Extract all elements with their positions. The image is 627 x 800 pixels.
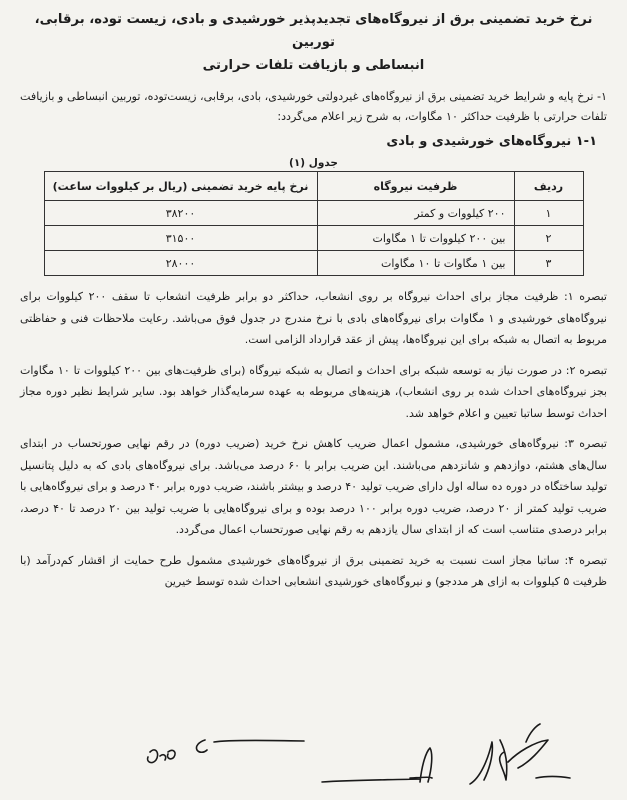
table-row [44,201,583,226]
row-rate: ۳۸۲۰۰ [44,201,317,226]
note-4: تبصره ۴: ساتبا مجاز است نسبت به خرید تضمینی برق از نیروگاه‌های خورشیدی مشمول طرح حمایت از اقشار کم‌درآمد (با ظرفیت ۵ کیلووات به ازای هر مددجو) و نیروگاه‌های خورشیدی انشعابی احداث شده توسط خیرین [20,553,607,588]
table-header-row [44,172,583,201]
row-capacity: بین ۱ مگاوات تا ۱۰ مگاوات [317,251,514,276]
row-capacity: ۲۰۰ کیلووات و کمتر [317,201,514,226]
table-caption: جدول (۱) [289,157,338,169]
document-title [20,8,607,77]
row-number: ۳ [514,251,583,276]
header-row-number: ردیف [514,172,583,201]
signature-right [470,724,570,784]
signature-middle [322,748,432,782]
section-title: ۱-۱ نیروگاه‌های خورشیدی و بادی [386,134,597,149]
note-3: تبصره ۳: نیروگاه‌های خورشیدی، مشمول اعمال ضریب کاهش نرخ خرید (ضریب دوره) در رقم نهایی صورتحساب در ابتدای سال‌های هشتم، دوازدهم و شانزدهم می‌باشند. این ضریب برابر با ۶۰ درصد می‌باشد. برای نیروگاه‌های بادی که به دلیل پتانسیل تولید ساختگاه در دوره ده ساله اول دارای ضریب تولید ۴۰ درصد و بیشتر باشند، ضریب دوره برابر ۴۰ درصد و برای نیروگاه‌هایی با ضریب تولید کمتر از ۲۰ درصد، ضریب دوره برابر ۱۰۰ درصد بوده و برای نیروگاه‌هایی با ضریب تولید بین ۲۰ درصد تا ۴۰ درصد، برابر درصدی متناسب است که از ابتدای سال یازدهم به رقم نهایی صورتحساب اعمال می‌گردد. [20,437,608,536]
header-rate: نرخ پایه خرید تضمینی (ریال بر کیلووات ساعت) [44,172,317,201]
row-rate: ۲۸۰۰۰ [44,251,317,276]
row-number: ۲ [514,226,583,251]
row-number: ۱ [514,201,583,226]
table-row [44,251,583,276]
row-capacity: بین ۲۰۰ کیلووات تا ۱ مگاوات [317,226,514,251]
intro-paragraph: ۱- نرخ پایه و شرایط خرید تضمینی برق از نیروگاه‌های غیردولتی خورشیدی، بادی، برقابی، زیست‌توده، توربین انبساطی و بازیافت تلفات حرارتی با ظرفیت حداکثر ۱۰ مگاوات، به شرح زیر اعلام می‌گردد: [20,90,607,123]
signature-left-trail [196,740,304,752]
row-rate: ۳۱۵۰۰ [44,226,317,251]
header-capacity: ظرفیت نیروگاه [317,172,514,201]
table-row [44,226,583,251]
note-1: تبصره ۱: ظرفیت مجاز برای احداث نیروگاه بر روی انشعاب، حداکثر دو برابر ظرفیت انشعاب تا سقف ۲۰۰ کیلووات برای نیروگاه‌های خورشیدی و ۱ مگاوات برای نیروگاه‌های بادی با نرخ مندرج در جدول فوق می‌باشد. رعایت ملاحظات فنی و حفاظتی مربوط به اتصال به شبکه برای این نیروگاه‌ها، پیش از عقد قرارداد الزامی است. [20,290,607,346]
title-line-2: انبساطی و بازیافت تلفات حرارتی [202,58,425,73]
note-2: تبصره ۲: در صورت نیاز به توسعه شبکه برای احداث و اتصال به شبکه نیروگاه (برای ظرفیت‌های بین ۲۰۰ کیلووات تا ۱۰ مگاوات بجز نیروگاه‌های احداث شده بر روی انشعاب)، هزینه‌های مربوطه به عهده سرمایه‌گذار خواهد بود. سایر شرایط نظیر دوره مجاز احداث توسط ساتبا تعیین و اعلام خواهد شد. [20,363,608,420]
title-line-1: نرخ خرید تضمینی برق از نیروگاه‌های تجدیدپذیر خورشیدی و بادی، زیست توده، برقابی، توربین [34,12,593,50]
tariff-table [44,171,584,276]
signature-left [148,750,175,763]
signatures [0,712,627,800]
